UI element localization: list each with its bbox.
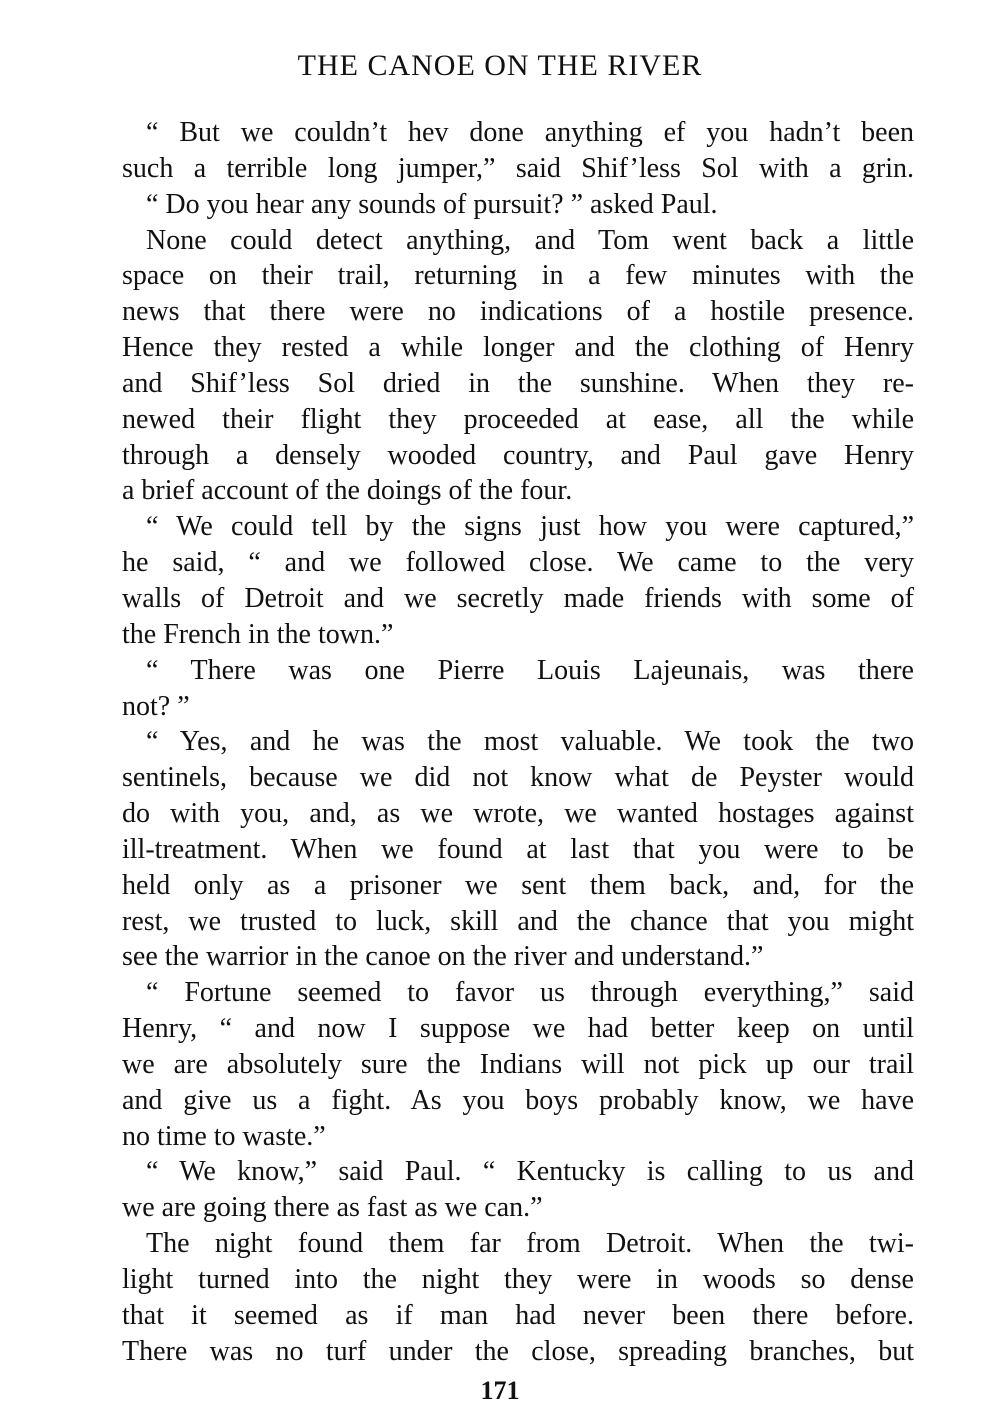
- text-line: ill-treatment. When we found at last that you were to be: [122, 833, 914, 865]
- text-line: such a terrible long jumper,” said Shif’less Sol with a grin.: [122, 152, 914, 184]
- text-line: sentinels, because we did not know what de Peyster would: [122, 762, 914, 794]
- text-line: and Shif’less Sol dried in the sunshine. When they re-: [122, 367, 914, 399]
- text-line: Hence they rested a while longer and the clothing of Henry: [122, 332, 914, 364]
- text-line: not? ”: [122, 690, 190, 722]
- text-line: “ We could tell by the signs just how you were captured,”: [146, 511, 914, 543]
- text-line: light turned into the night they were in woods so dense: [122, 1264, 914, 1295]
- text-line: through a densely wooded country, and Paul gave Henry: [122, 439, 914, 471]
- text-line: newed their flight they proceeded at ease, all the while: [122, 403, 914, 435]
- text-line: do with you, and, as we wrote, we wanted hostages against: [122, 798, 914, 830]
- text-line: news that there were no indications of a hostile presence.: [122, 296, 914, 328]
- text-line: rest, we trusted to luck, skill and the chance that you might: [122, 905, 914, 937]
- text-line: “ But we couldn’t hev done anything ef you hadn’t been: [146, 117, 914, 148]
- text-line: walls of Detroit and we secretly made friends with some of: [122, 582, 914, 614]
- page-number: 171: [480, 1376, 520, 1405]
- text-line: There was no turf under the close, spreading branches, but: [122, 1335, 914, 1367]
- text-line: the French in the town.”: [122, 618, 394, 650]
- text-line: Henry, “ and now I suppose we had better keep on until: [122, 1013, 914, 1045]
- text-line: “ Yes, and he was the most valuable. We took the two: [146, 726, 914, 758]
- running-head: THE CANOE ON THE RIVER: [297, 49, 703, 82]
- text-line: that it seemed as if man had never been there before.: [122, 1299, 914, 1331]
- text-line: see the warrior in the canoe on the river and understand.”: [122, 941, 764, 973]
- text-line: “ Do you hear any sounds of pursuit? ” asked Paul.: [146, 188, 718, 220]
- text-line: we are going there as fast as we can.”: [122, 1192, 543, 1224]
- text-line: “ Fortune seemed to favor us through everything,” said: [146, 977, 914, 1009]
- text-line: None could detect anything, and Tom went back a little: [146, 224, 914, 256]
- body-text: [122, 115, 914, 1370]
- text-line: he said, “ and we followed close. We came to the very: [122, 547, 914, 579]
- text-line: The night found them far from Detroit. When the twi-: [146, 1228, 914, 1260]
- text-line: “ We know,” said Paul. “ Kentucky is calling to us and: [146, 1156, 914, 1188]
- text-line: and give us a fight. As you boys probably know, we have: [122, 1084, 914, 1116]
- text-line: “ There was one Pierre Louis Lajeunais, was there: [146, 654, 914, 686]
- text-line: space on their trail, returning in a few minutes with the: [122, 260, 914, 292]
- text-line: we are absolutely sure the Indians will not pick up our trail: [122, 1048, 914, 1080]
- text-line: no time to waste.”: [122, 1120, 326, 1152]
- text-line: held only as a prisoner we sent them back, and, for the: [122, 869, 914, 901]
- text-line: a brief account of the doings of the four.: [122, 475, 573, 507]
